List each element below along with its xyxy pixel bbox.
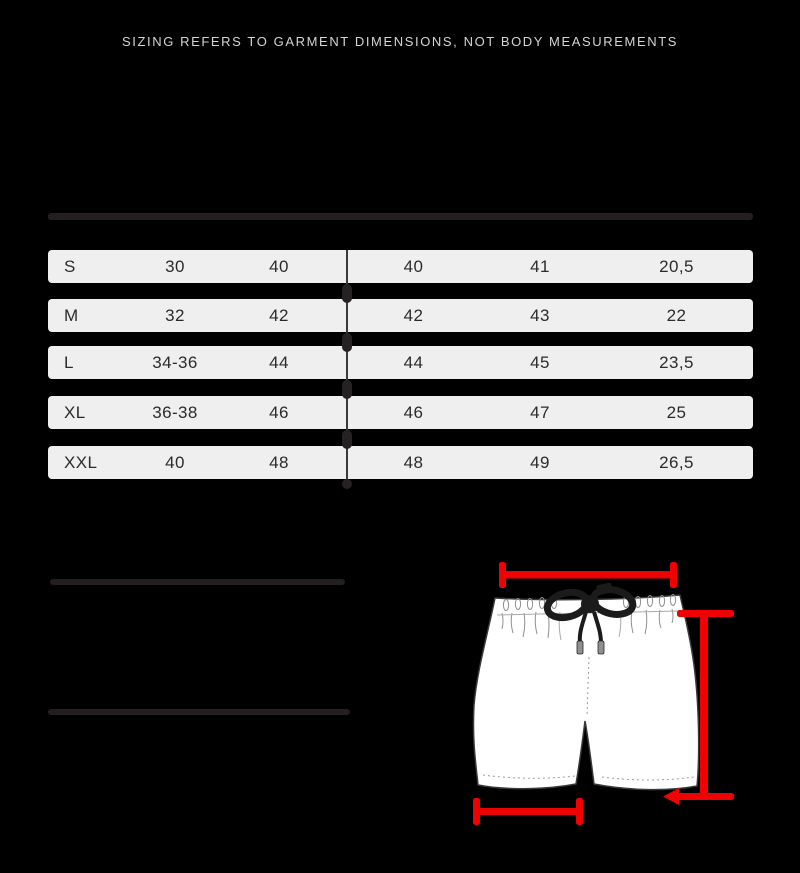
table-row bbox=[48, 299, 753, 332]
drawstring-aglet bbox=[577, 641, 583, 654]
drawstring-aglet bbox=[598, 641, 604, 654]
value-cell: 36-38 bbox=[152, 402, 198, 422]
value-cell: 46 bbox=[403, 402, 424, 422]
shorts-outline bbox=[473, 595, 698, 790]
value-cell: 32 bbox=[165, 305, 185, 325]
table-row bbox=[48, 346, 753, 379]
divider-segment bbox=[342, 479, 352, 489]
legend-rule-bottom bbox=[48, 709, 350, 715]
divider-segment bbox=[342, 430, 352, 449]
value-cell: 48 bbox=[269, 452, 289, 472]
shorts-diagram bbox=[450, 555, 750, 855]
arrow-left-icon bbox=[663, 788, 679, 805]
value-cell: 25 bbox=[666, 402, 687, 422]
size-cell: S bbox=[64, 256, 76, 276]
value-cell: 42 bbox=[403, 305, 424, 325]
value-cell: 23,5 bbox=[659, 352, 694, 372]
divider-segment bbox=[342, 333, 352, 352]
divider-segment bbox=[342, 284, 352, 303]
value-cell: 44 bbox=[269, 352, 289, 372]
value-cell: 45 bbox=[530, 352, 550, 372]
value-cell: 42 bbox=[269, 305, 289, 325]
size-cell: XXL bbox=[64, 452, 98, 472]
sizing-note: SIZING REFERS TO GARMENT DIMENSIONS, NOT BODY MEASUREMENTS bbox=[121, 34, 679, 49]
value-cell: 40 bbox=[403, 256, 424, 276]
size-cell: L bbox=[64, 352, 74, 372]
table-header-rule bbox=[48, 213, 753, 220]
table-row bbox=[48, 396, 753, 429]
table-row bbox=[48, 250, 753, 283]
value-cell: 41 bbox=[530, 256, 550, 276]
legend-rule-top bbox=[50, 579, 345, 585]
divider-segment bbox=[342, 380, 352, 399]
value-cell: 20,5 bbox=[659, 256, 694, 276]
size-cell: M bbox=[64, 305, 79, 325]
value-cell: 40 bbox=[269, 256, 289, 276]
value-cell: 47 bbox=[530, 402, 550, 422]
size-cell: XL bbox=[64, 402, 86, 422]
value-cell: 26,5 bbox=[659, 452, 694, 472]
waist-measure bbox=[499, 562, 677, 588]
value-cell: 49 bbox=[530, 452, 550, 472]
value-cell: 30 bbox=[165, 256, 185, 276]
value-cell: 46 bbox=[269, 402, 289, 422]
value-cell: 44 bbox=[403, 352, 424, 372]
value-cell: 40 bbox=[165, 452, 185, 472]
value-cell: 48 bbox=[403, 452, 424, 472]
value-cell: 34-36 bbox=[152, 352, 198, 372]
value-cell: 22 bbox=[666, 305, 687, 325]
leg-measure bbox=[473, 798, 583, 825]
table-row bbox=[48, 446, 753, 479]
value-cell: 43 bbox=[530, 305, 550, 325]
